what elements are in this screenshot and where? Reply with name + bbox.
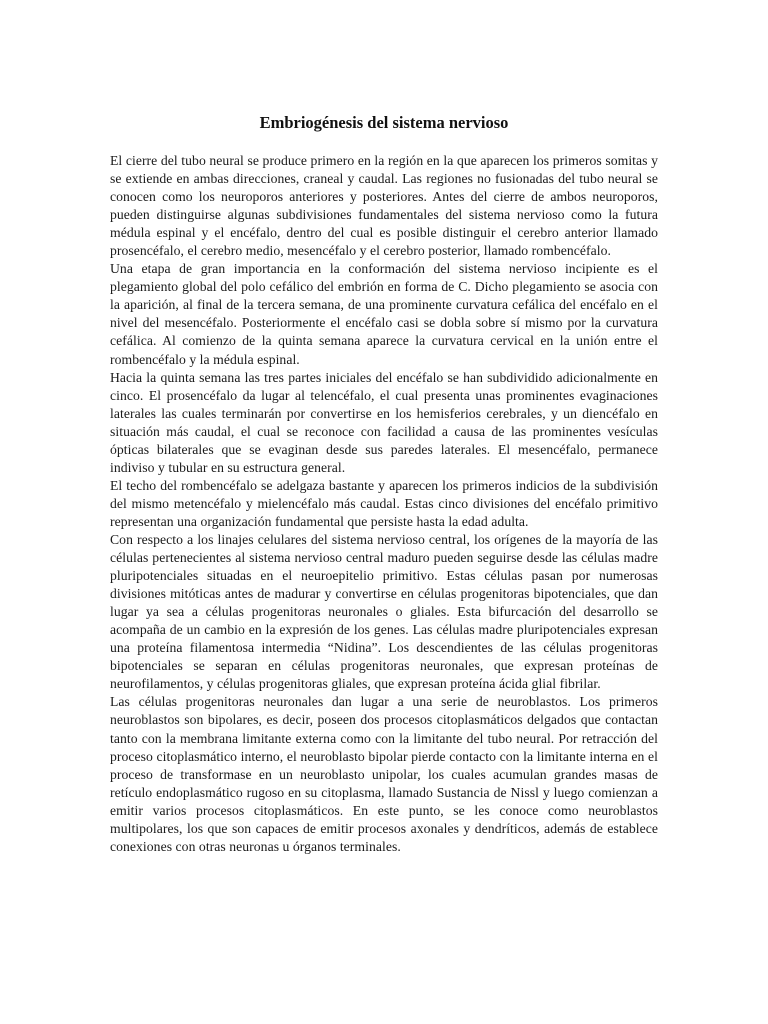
paragraph-rhombencephalon-roof: El techo del rombencéfalo se adelgaza bastante y aparecen los primeros indicios de la subdivisión del mismo metencéfalo y mielencéfalo más caudal. Estas cinco divisiones del encéfalo primitivo representan una organización fundamental que persiste hasta la edad adulta. (110, 477, 658, 529)
paragraph-neuroblasts: Las células progenitoras neuronales dan lugar a una serie de neuroblastos. Los primeros neuroblastos son bipolares, es decir, poseen dos procesos citoplasmáticos delgados que contactan tanto con la membrana limitante externa como con la limitante del tubo neural. Por retracción del proceso citoplasmático interno, el neuroblasto bipolar pierde contacto con la limitante interna en el proceso de transformase en un neuroblasto unipolar, los cuales acumulan grandes masas de retículo endoplasmático rugoso en su citoplasma, llamado Sustancia de Nissl y luego comienzan a emitir varios procesos citoplasmáticos. En este punto, se les conoce como neuroblastos multipolares, los que son capaces de emitir procesos axonales y dendríticos, además de establece conexiones con otras neuronas u órganos terminales. (110, 694, 658, 854)
document-title: Embriogénesis del sistema nervioso (259, 113, 509, 132)
paragraph-fifth-week: Hacia la quinta semana las tres partes iniciales del encéfalo se han subdividido adicionalmente en cinco. El prosencéfalo da lugar al telencéfalo, el cual presenta unas prominentes evaginaciones laterales las cuales terminarán por convertirse en los hemisferios cerebrales, y un diencéfalo en situación más caudal, el cual se reconoce con facilidad a causa de las prominentes vesículas ópticas bilaterales que se evaginan desde sus paredes laterales. El mesencéfalo, permanece indiviso y tubular en su estructura general. (110, 369, 658, 475)
document-body (110, 152, 658, 856)
paragraph-cephalic-folding: Una etapa de gran importancia en la conformación del sistema nervioso incipiente es el plegamiento global del polo cefálico del embrión en forma de C. Dicho plegamiento se asocia con la aparición, al final de la tercera semana, de una prominente curvatura cefálica del encéfalo en el nivel del mesencéfalo. Posteriormente el encéfalo casi se dobla sobre sí mismo por la curvatura cefálica. Al comienzo de la quinta semana aparece la curvatura cervical en la unión entre el rombencéfalo y la médula espinal. (110, 261, 658, 367)
paragraph-cell-lineages: Con respecto a los linajes celulares del sistema nervioso central, los orígenes de la mayoría de las células pertenecientes al sistema nervioso central maduro pueden seguirse desde las células madre pluripotenciales situadas en el neuroepitelio primitivo. Estas células pasan por numerosas divisiones mitóticas antes de madurar y convertirse en células progenitoras bipotenciales, que dan lugar ya sea a células progenitoras neuronales o gliales. Esta bifurcación del desarrollo se acompaña de un cambio en la expresión de los genes. Las células madre pluripotenciales expresan una proteína filamentosa intermedia “Nidina”. Los descendientes de las células progenitoras bipotenciales se separan en células progenitoras neuronales, que expresan proteínas de neurofilamentos, y células progenitoras gliales, que expresan proteína ácida glial fibrilar. (110, 531, 658, 692)
paragraph-tube-closure: El cierre del tubo neural se produce primero en la región en la que aparecen los primeros somitas y se extiende en ambas direcciones, craneal y caudal. Las regiones no fusionadas del tubo neural se conocen como los neuroporos anteriores y posteriores. Antes del cierre de ambos neuroporos, pueden distinguirse algunas subdivisiones fundamentales del sistema nervioso como la futura médula espinal y el encéfalo, dentro del cual es posible distinguir el cerebro anterior llamado prosencéfalo, el cerebro medio, mesencéfalo y el cerebro posterior, llamado rombencéfalo. (110, 153, 658, 259)
